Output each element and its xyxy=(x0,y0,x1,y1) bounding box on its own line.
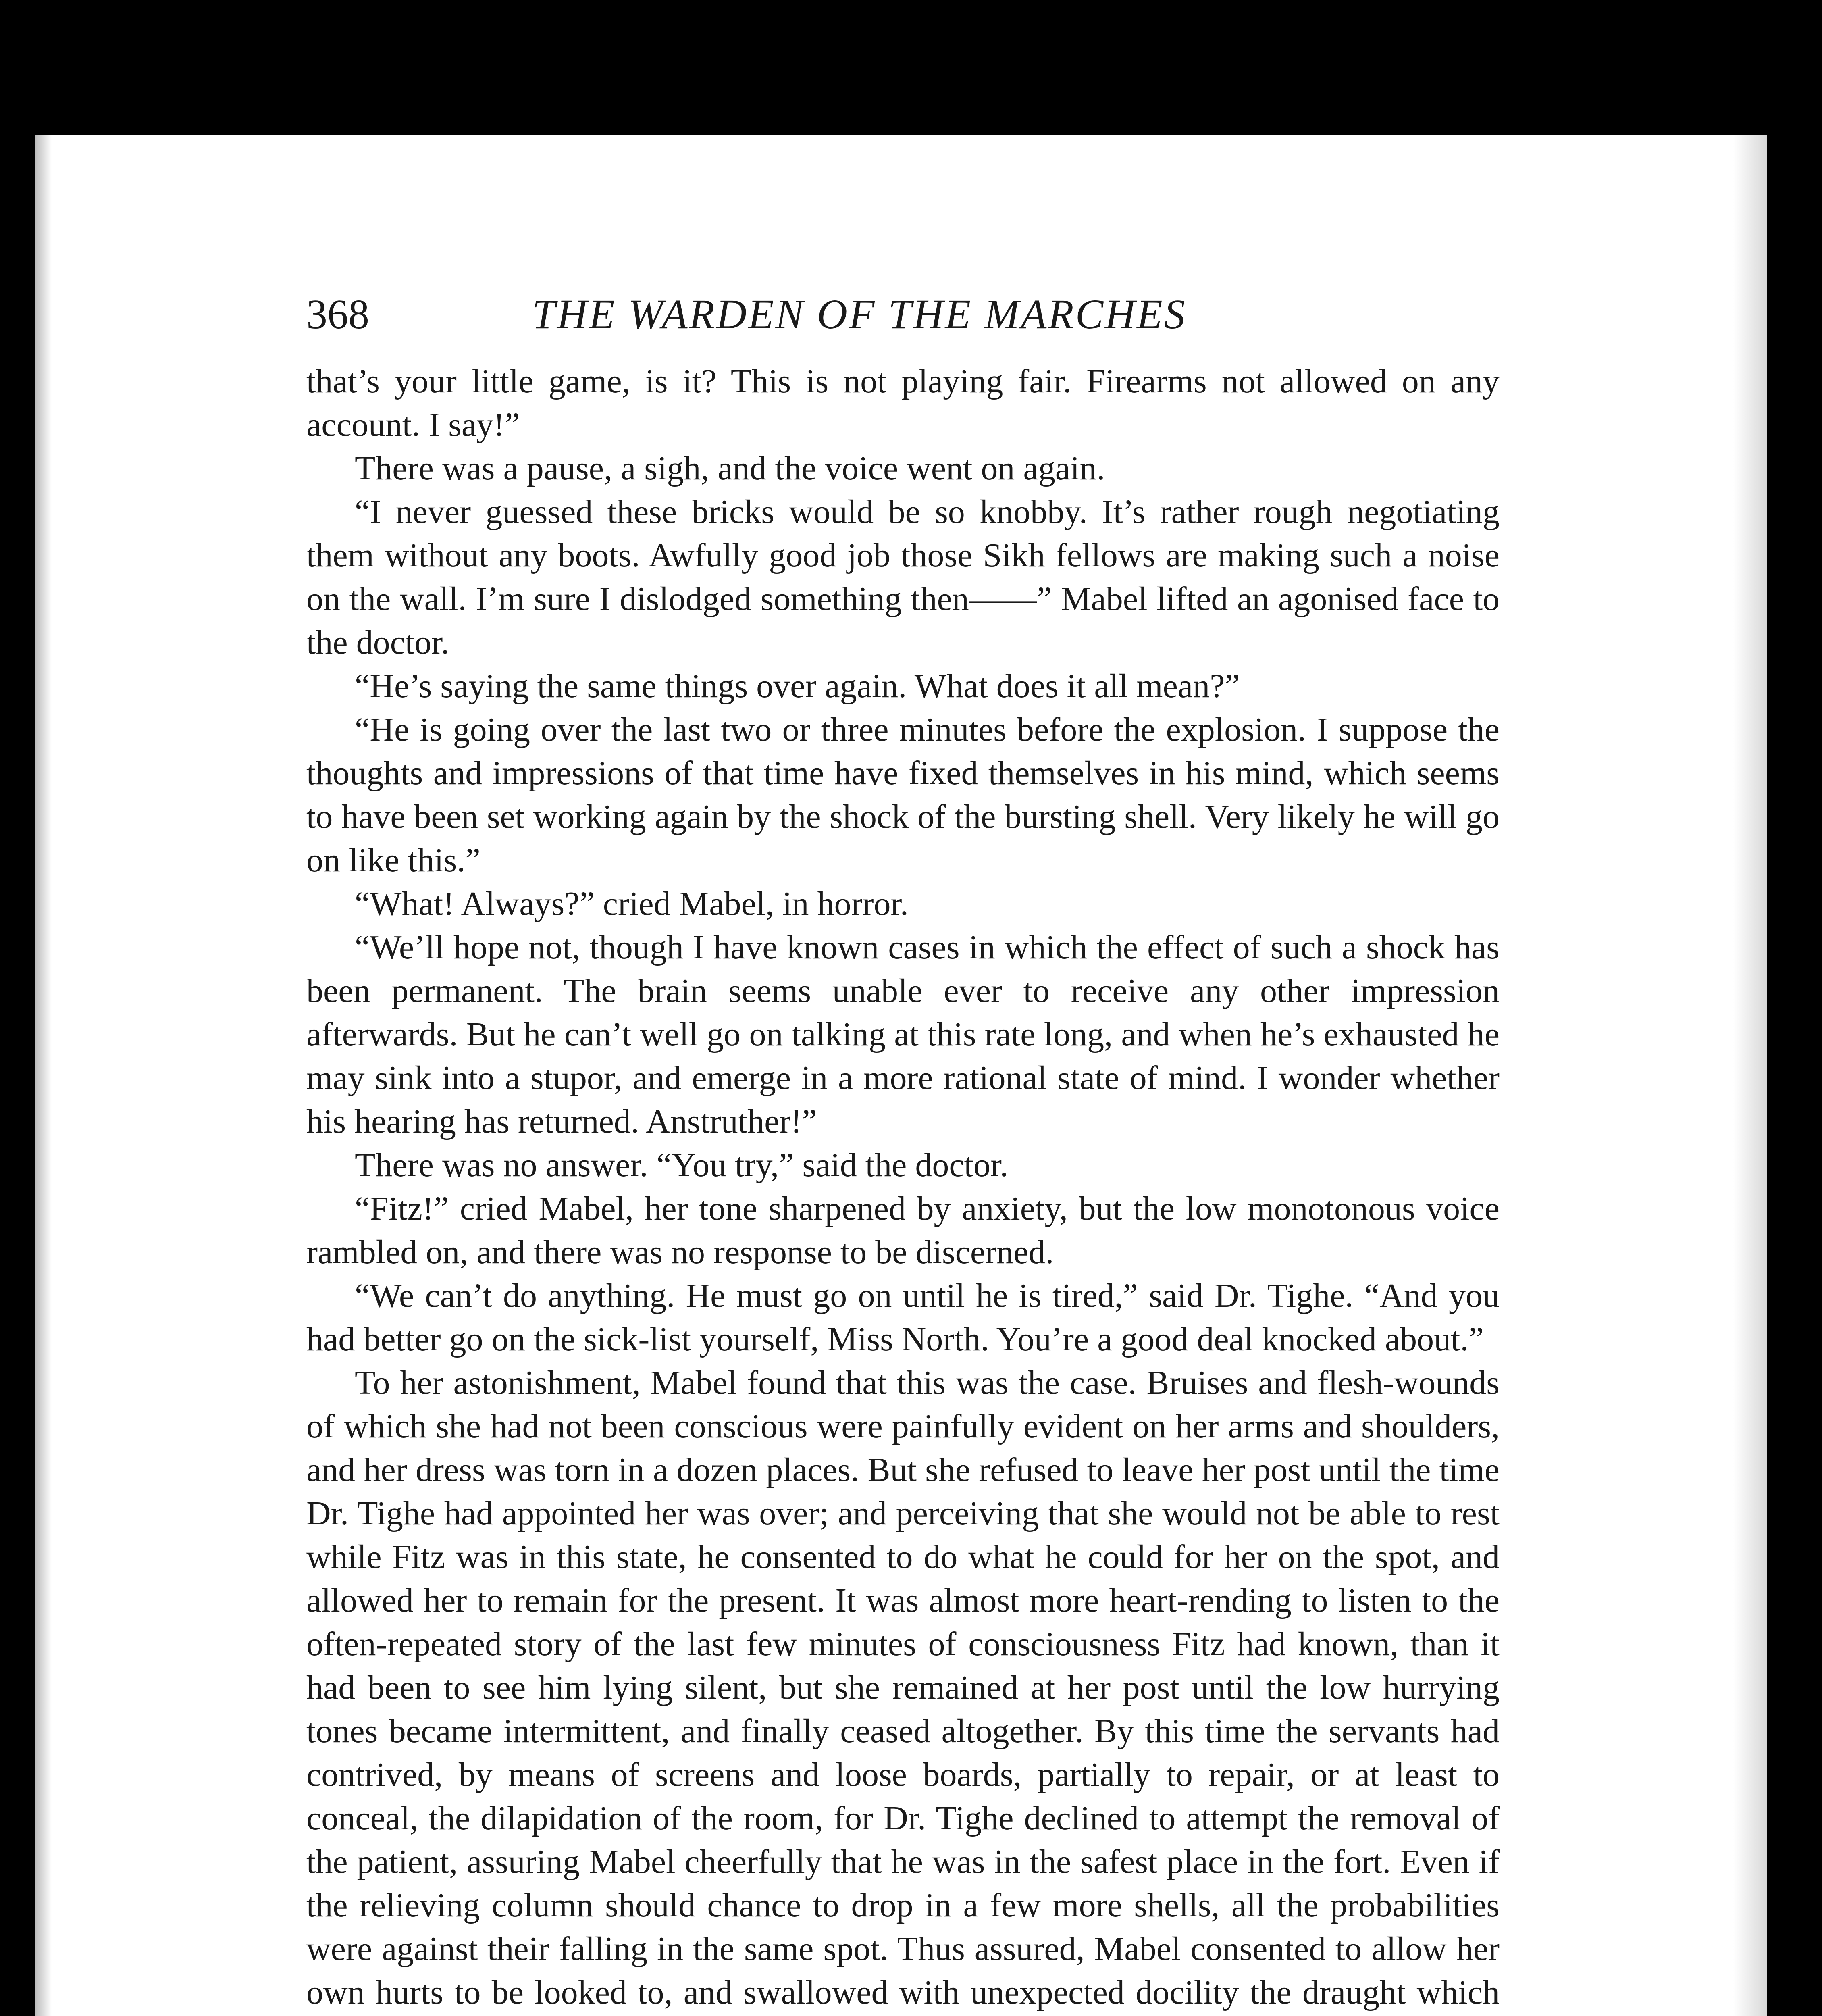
body-text xyxy=(306,360,1500,2016)
paragraph: There was a pause, a sigh, and the voice went on again. xyxy=(355,450,1105,487)
paragraph: “What! Always?” cried Mabel, in horror. xyxy=(355,885,909,923)
paragraph: that’s your little game, is it? This is not playing fair. Firearms not allowed on any account. I say!” xyxy=(306,362,1500,444)
paragraph: To her astonishment, Mabel found that this was the case. Bruises and flesh-wounds of which she had not been conscious were painfully evident on her arms and shoulders, and her dress was torn in a dozen places. But she refused to leave her post until the time Dr. Tighe had appointed her was over; and perceiving that she would not be able to rest while Fitz was in this state, he consented to do what he could for her on the spot, and allowed her to remain for the present. It was almost more heart-rending to listen to the often-repeated story of the last few minutes of consciousness Fitz had known, than it had been to see him lying silent, but she remained at her post until the low hurrying tones became intermittent, and finally ceased altogether. By this time the servants had contrived, by means of screens and loose boards, partially to repair, or at least to conceal, the dilapidation of the room, for Dr. Tighe declined to attempt the removal of the patient, assuring Mabel cheerfully that he was in the safest place in the fort. Even if the relieving column should chance to drop in a few more shells, all the probabilities were against their falling in the same spot. Thus assured, Mabel consented to allow her own hurts to be looked to, and swallowed with unexpected docility the draught which xyxy=(306,1364,1500,2011)
page-number: 368 xyxy=(306,291,369,337)
paragraph: “He’s saying the same things over again. What does it all mean?” xyxy=(355,667,1240,705)
paragraph: “Fitz!” cried Mabel, her tone sharpened by anxiety, but the low monotonous voice rambled on, and there was no response to be discerned. xyxy=(306,1190,1500,1271)
paragraph: “We can’t do anything. He must go on until he is tired,” said Dr. Tighe. “And you had better go on the sick-list yourself, Miss North. You’re a good deal knocked about.” xyxy=(306,1277,1500,1358)
paragraph: “I never guessed these bricks would be so knobby. It’s rather rough negotiating them without any boots. Awfully good job those Sikh fellows are making such a noise on the wall. I’m sure I dislodged something then——” Mabel lifted an agonised face to the doctor. xyxy=(306,493,1500,661)
paragraph: There was no answer. “You try,” said the doctor. xyxy=(355,1146,1009,1184)
paragraph: “He is going over the last two or three minutes before the explosion. I suppose the thoughts and impressions of that time have fixed themselves in his mind, which seems to have been set working again by the shock of the bursting shell. Very likely he will go on like this.” xyxy=(306,711,1500,879)
page-gutter-shadow xyxy=(35,135,52,2016)
book-title: THE WARDEN OF THE MARCHES xyxy=(532,291,1187,337)
running-head xyxy=(306,290,1508,339)
page-right-edge xyxy=(1733,135,1767,2016)
paragraph: “We’ll hope not, though I have known cases in which the effect of such a shock has been permanent. The brain seems unable ever to receive any other impression afterwards. But he can’t well go on talking at this rate long, and when he’s exhausted he may sink into a stupor, and emerge in a more rational state of mind. I wonder whether his hearing has returned. Anstruther!” xyxy=(306,929,1500,1140)
